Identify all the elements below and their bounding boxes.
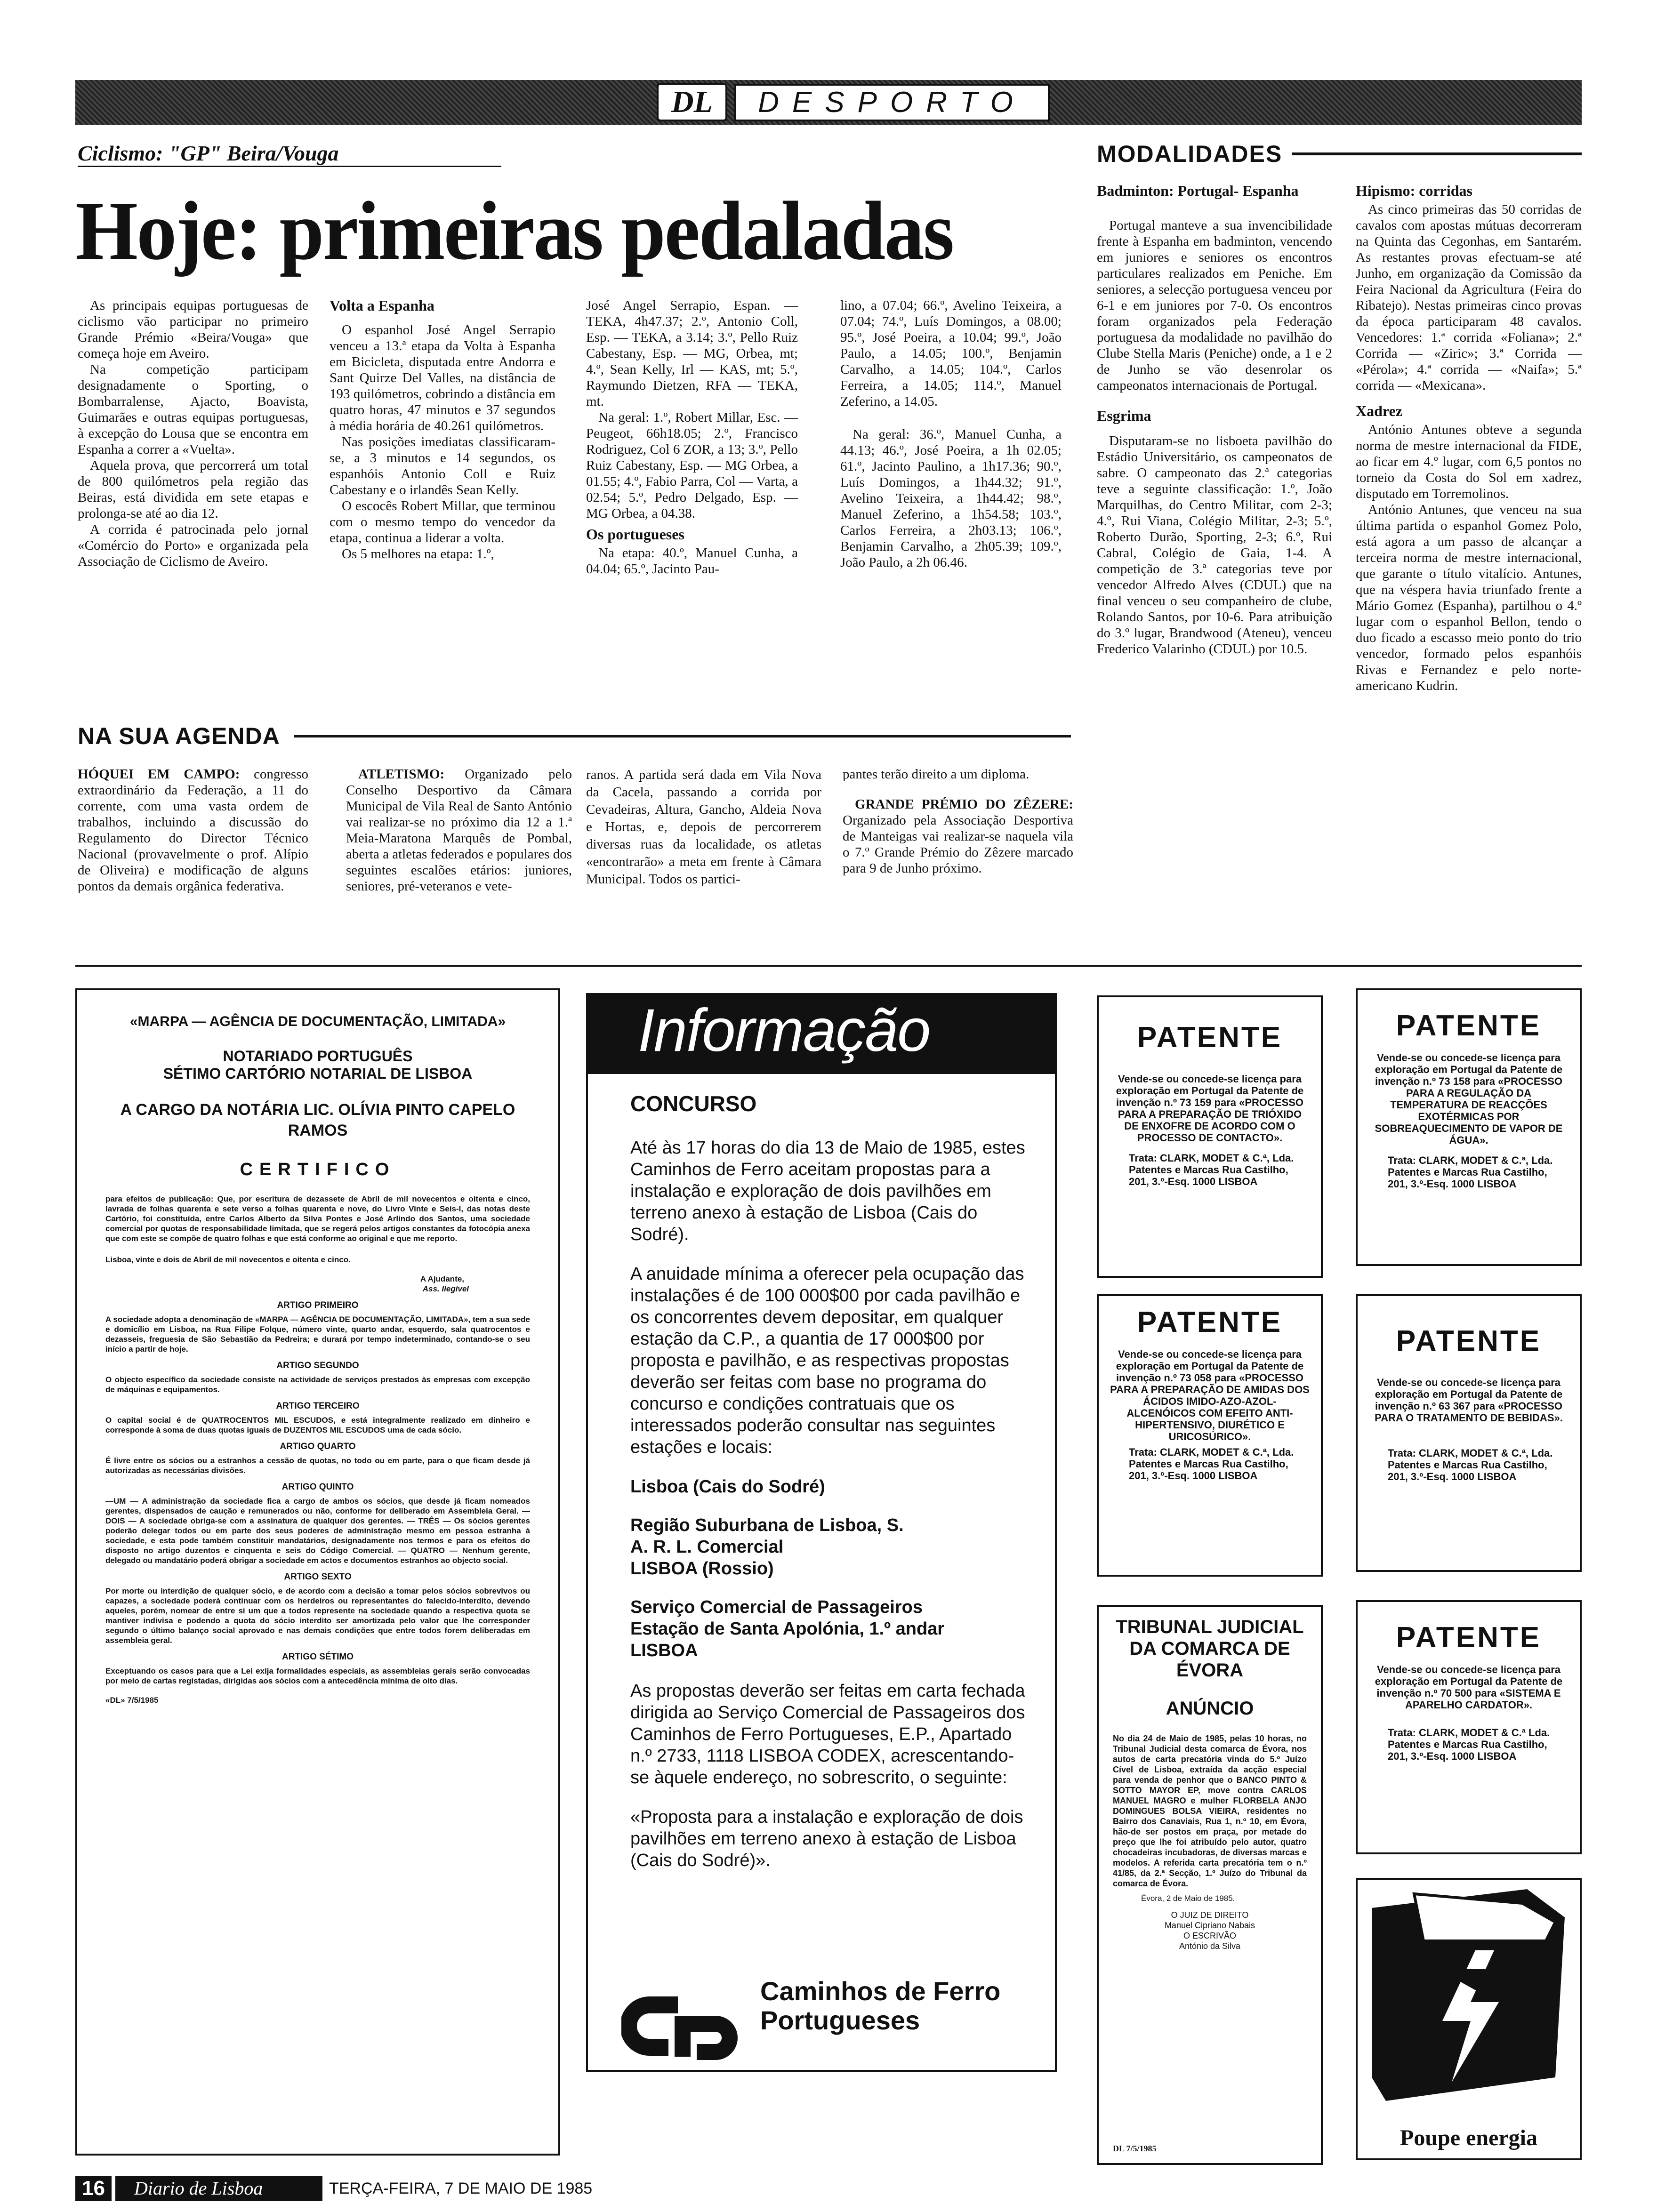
subheading: Esgrima [1097,407,1151,424]
company-name [760,1977,1000,2035]
modalidades-title [1097,140,1582,168]
title-rule [294,735,1071,737]
paragraph: Aquela prova, que percorrerá um total de 800 quilómetros pela região das Beiras, está dividida em sete etapas e prolonga-se até ao dia 12. [78,458,308,521]
paragraph: António Antunes obteve a segunda norma de mestre internacional da FIDE, ao ficar em 4.º lugar, com 6,5 pontos no torneio da Costa do Sol em xadrez, disputado em Torremolinos. [1356,422,1582,501]
notary-articles [105,1300,530,1686]
article-body: O capital social é de QUATROCENTOS MIL ESCUDOS, e está integralmente realizado em dinheiro e corresponde à soma de duas quotas iguais de DUZENTOS MIL ESCUDOS uma de cada sócio. [105,1416,530,1435]
signature-role: O JUIZ DE DIREITO [1171,1910,1249,1920]
article-body: —UM — A administração da sociedade fica a cargo de ambos os sócios, que desde já ficam nomeados gerentes, dispensados de caução e remunerados ou não, conforme for deliberado em Assembleia Geral. — DOIS — A sociedade obriga-se com a assinatura de qualquer dos gerentes. — TRÊS — Os sócios gerentes poderão delegar todos ou em parte dos seus poderes de administração mesmo em pessoa estranha à sociedade, e esta pode também constituir mandatários, designadamente nos termos e para os efeitos do disposto no artigo duzentos e cinquenta e seis do Código Comercial. — QUATRO — Nenhum gerente, delegado ou mandatário poderá obrigar a sociedade em actos e documentos estranhos ao objecto social. [105,1497,530,1565]
article-heading: ARTIGO PRIMEIRO [277,1300,359,1310]
issue-date: TERÇA-FEIRA, 7 DE MAIO DE 1985 [329,2179,593,2197]
paragraph: «Proposta para a instalação e exploração de dois pavilhões em terreno anexo à estação de Lisboa (Cais do Sodré)». [630,1807,1023,1870]
paper-name: Diario de Lisboa [115,2176,322,2201]
title-rule [1292,152,1582,155]
notary-ref: «DL» 7/5/1985 [105,1696,159,1705]
patent-contact: Trata: CLARK, MODET & C.ª, Lda. Patentes e Marcas Rua Castilho, 201, 3.º-Esq. 1000 LISBOA [1388,1154,1553,1190]
paragraph: Os 5 melhores na etapa: 1.º, [342,546,494,561]
modalidades-col-1 [1097,183,1332,657]
article-headline: Hoje: primeiras pedaladas [75,184,953,277]
location: Região Suburbana de Lisboa, S. A. R. L. Comercial [630,1515,904,1557]
subheading: Volta a Espanha [330,297,434,314]
paragraph: As cinco primeiras das 50 corridas de cavalos com apostas mútuas decorreram na Quinta das Cegonhas, em Santarém. As restantes provas efectuam-se até Junho, em organização da Comissão da Feira Nacional da Agricultura (Feira do Ribatejo). Nestas primeiras cinco provas da época participaram 48 cavalos. Vencedores: 1.ª corrida «Foliana»; 2.ª Corrida — «Ziric»; 3.ª Corrida — «Pérola»; 4.ª corrida — «Naifa»; 5.ª corrida — «Mexicana». [1356,202,1582,393]
paragraph: Até às 17 horas do dia 13 de Maio de 1985, estes Caminhos de Ferro aceitam propostas para a instalação e exploração de dois pavilhões em terreno anexo à estação de Lisboa (Cais do Sodré). [630,1138,1025,1244]
paragraph: As principais equipas portuguesas de ciclismo vão participar no primeiro Grande Prémio «Beira/Vouga» que começa hoje em Aveiro. [78,298,308,361]
paragraph: José Angel Serrapio, Espan. — TEKA, 4h47.37; 2.º, Antonio Coll, Esp. — TEKA, a 3.14; 3.º, Pello Ruiz Cabestany, Esp. — MG, Orbea, mt; 4.º, Sean Kelly, Irl — KAS, mt; 5.º, Raymundo Dietzen, RFA — TEKA, mt. [586,298,798,409]
notary-office2: SÉTIMO CARTÓRIO NOTARIAL DE LISBOA [163,1065,473,1082]
tribunal-title: TRIBUNAL JUDICIAL DA COMARCA DE ÉVORA [1116,1617,1304,1681]
signature-name: Manuel Cipriano Nabais [1164,1921,1255,1930]
paragraph: Na competição participam designadamente o Sporting, o Bombarralense, Ajacto, Boavista, Guimarães e outras equipas portuguesas, à excepção do Lousa que se encontra em Espanha a correr a «Vuelta». [78,362,308,457]
subheading: Xadrez [1356,402,1402,419]
modalidades-title-text: MODALIDADES [1097,141,1283,167]
patent-contact: Trata: CLARK, MODET & C.ª Lda. Patentes e Marcas Rua Castilho, 201, 3.º-Esq. 1000 LISBOA [1388,1727,1550,1762]
paragraph: pantes terão direito a um diploma. [843,767,1030,782]
paragraph [346,766,572,894]
subheading: Hipismo: corridas [1356,182,1472,199]
patent-notice [1356,1600,1582,1854]
company-line: Caminhos de Ferro [760,1976,1001,2006]
text: Organizado pela Associação Desportiva de Manteigas vai realizar-se naquela vila o 7.º Grande Prémio do Zêzere marcado para 9 de Junho próximo. [843,813,1073,876]
paragraph: lino, a 07.04; 66.º, Avelino Teixeira, a 07.04; 74.º, Luís Domingos, a 08.00; 95.º, José Poeira, a 10.04; 99.º, João Paulo, a 14.05; 100.º, Benjamin Carvalho, a 14.05; 104.º, Carlos Ferreira, a 14.05; 114.º, Manuel Zeferino, a 14.05. [840,298,1062,409]
patent-notice [1356,988,1582,1266]
paragraph [78,766,308,894]
notary-office1: NOTARIADO PORTUGUÊS [223,1048,413,1065]
paragraph: António Antunes, que venceu na sua última partida o espanhol Gomez Polo, está agora a um passo de alcançar a terceira norma de mestre internacional, que garante o título vitalício. Antunes, que na véspera havia triunfado frente a Mário Gomez (Espanha), partilhou o 4.º lugar com o espanhol Bellon, tendo o duo ficado a escasso meio ponto do trio vencedor, formado pelos espanhóis Rivas e Fernandez e pelo norte-americano Kudrin. [1356,502,1582,693]
article-heading: ARTIGO SEGUNDO [276,1361,359,1370]
divider [75,965,1582,967]
cp-logo [621,1996,753,2066]
article-kicker: Ciclismo: "GP" Beira/Vouga [78,141,501,167]
text: Organizado pelo Conselho Desportivo da Câmara Municipal de Vila Real de Santo António vai realizar-se no próximo dia 12 a 1.ª Meia-Maratona Marquês de Pombal, aberta a atletas federados e populares dos seguintes escalões etários: juniores, seniores, pré-veteranos e vete- [346,767,572,894]
notary-company: «MARPA — AGÊNCIA DE DOCUMENTAÇÃO, LIMITADA» [129,1014,506,1029]
energy-bolt-icon [1358,1880,1580,2115]
location: LISBOA (Rossio) [630,1559,774,1579]
patent-title: PATENTE [1137,1306,1283,1338]
patent-body: Vende-se ou concede-se licença para exploração em Portugal da Patente de invenção n.º 73 158 para «PROCESSO PARA A REGULAÇÃO DA TEMPERATURA DE REACÇÕES EXOTÉRMICAS POR SOBREAQUECIMENTO DE VAPOR DE ÁGUA». [1375,1052,1563,1146]
paragraph: Na geral: 36.º, Manuel Cunha, a 44.13; 46.º, José Poeira, a 1h 02.05; 61.º, Jacinto Paulino, a 1h17.36; 90.º, Luís Domingos, a 1h44.32; 91.º, Avelino Teixeira, a 1h44.42; 98.º, Manuel Zeferino, a 1h54.58; 103.º, Carlos Ferreira, a 2h03.13; 106.º, Benjamin Carvalho, a 2h05.39; 109.º, João Paulo, a 2h 06.46. [840,427,1062,570]
notary-signature: Ass. Ilegível [422,1284,469,1293]
agenda-title-text: NA SUA AGENDA [78,723,280,749]
paragraph: Disputaram-se no lisboeta pavilhão do Estádio Universitário, os campeonatos de sabre. O campeonato das 2.ª categorias teve a seguinte classificação: 1.º, João Marquilhas, do Centro Militar, com 2-3; 4.º, Rui Viana, Colégio Militar, 2-3; 5.º, Roberto Durão, Sporting, 2-3; 6.º, Rui Cabral, Colégio de Gaia, 1-4. A competição de 3.ª categorias teve por vencedor Alfredo Alves (CDUL) que na final venceu o seu companheiro de clube, Rolando Santos, por 10-6. Para atribuição do 3.º lugar, Brandwood (Ateneu), venceu Frederico Valarinho (CDUL) por 10.5. [1097,433,1332,657]
article-body: É livre entre os sócios ou a estranhos a cessão de quotas, no todo ou em parte, para o que ficam desde já autorizadas as necessárias divisões. [105,1456,530,1475]
section-title [734,84,1050,121]
footer [75,2174,734,2203]
paragraph: A corrida é patrocinada pelo jornal «Comércio do Porto» e organizada pela Associação de Ciclismo de Aveiro. [78,522,308,569]
patent-notice [1097,995,1323,1278]
paragraph: O espanhol José Angel Serrapio venceu a 13.ª etapa da Volta à Espanha em Bicicleta, disputada entre Andorra e Sant Quirze Del Valles, na distância de 193 quilómetros, cobrindo a distância em quatro horas, 47 minutos e 37 segundos à média horária de 40.261 quilómetros. [330,322,556,433]
agenda-col-1 [78,766,308,894]
cp-logo-icon [621,1996,753,2066]
label: ATLETISMO: [358,767,445,782]
patent-title: PATENTE [1137,1021,1283,1054]
article-heading: ARTIGO TERCEIRO [276,1401,360,1411]
patent-title: PATENTE [1396,1621,1542,1654]
page-number: 16 [75,2176,112,2201]
article-body: Por morte ou interdição de qualquer sócio, e de acordo com a decisão a tomar pelos sócios sobrevivos ou capazes, a sociedade poderá continuar com os herdeiros ou representantes do falecido-interdito, devendo aqueles, porém, nomear de entre si um que a todos represente na sociedade quando a respectiva quota se mantiver indivisa e podendo a quota do sócio interdito ser amortizada pelo valor que lhe corresponder segundo o último balanço social aprovado e nas demais condições que entre todos forem deliberadas em assembleia geral. [105,1587,530,1645]
article-col-1 [78,297,308,569]
agenda-col-4 [843,766,1073,876]
notary-charge: A CARGO DA NOTÁRIA LIC. OLÍVIA PINTO CAPELO RAMOS [120,1101,515,1139]
paragraph: ranos. A partida será dada em Vila Nova da Cacela, passando a corrida por Cevadeiras, Altura, Gancho, Aldeia Nova e Hortas, e, depois de percorrerem diversas ruas da localidade, os atletas «encontrarão» a meta em frente à Câmara Municipal. Todos os partici- [586,767,821,887]
article-body: A sociedade adopta a denominação de «MARPA — AGÊNCIA DE DOCUMENTAÇÃO, LIMITADA», tem a sua sede e domicílio em Lisboa, na Rua Filipe Folque, número vinte, quarto andar, esquerdo, sala quatrocentos e dezasseis, freguesia de São Sebastião da Pedreira; e durará por tempo indeterminado, contando-se o seu início a partir de hoje. [105,1315,530,1354]
signature-role: O ESCRIVÃO [1183,1931,1237,1940]
subheading: Os portugueses [586,526,684,543]
paragraph: A anuidade mínima a oferecer pela ocupação das instalações é de 100 000$00 por cada pavilhão e os concorrentes devem depositar, em qualquer estação da C.P., a quantia de 17 000$00 por proposta e pavilhão, e as respectivas propostas deverão ser feitas com base no programa do concurso e condições contratuais que os interessados poderão consultar nas seguintes estações e locais: [630,1264,1024,1457]
paper-logo: DL [657,83,727,121]
paragraph: Na geral: 1.º, Robert Millar, Esc. — Peugeot, 66h18.05; 2.º, Francisco Rodriguez, Col 6 ZOR, a 13; 3.º, Pello Ruiz Cabestany, Esp. — MG Orbea, a 01.55; 4.º, Fabio Parra, Col — Varta, a 02.54; 5.º, Pedro Delgado, Esp. — MG Orbea, a 04.38. [586,410,798,521]
subheading: Badminton: Portugal- Espanha [1097,182,1299,199]
info-notice [586,1074,1057,2072]
notary-intro: para efeitos de publicação: Que, por escritura de dezassete de Abril de mil novecentos e oitenta e cinco, lavrada de folhas quarenta e sete verso a folhas quarenta e nove, do Livro Vinte e Seis-I, das notas deste Cartório, foi constituída, entre Carlos Alberto da Silva Pontes e José Arlindo dos Santos, uma sociedade comercial por quotas de responsabilidade limitada, que se regerá pelos artigos constantes da fotocópia anexa que com este se compõe de quatro folhas e que está conforme ao original e que me reporto. [105,1194,530,1243]
notary-cert: CERTIFICO [240,1160,396,1179]
article-heading: ARTIGO SÉTIMO [282,1652,354,1662]
paragraph: As propostas deverão ser feitas em carta fechada dirigida ao Serviço Comercial de Passageiros dos Caminhos de Ferro Portugueses, E.P., Apartado n.º 2733, 1118 LISBOA CODEX, acrescentando-se àquele endereço, no sobrescrito, o seguinte: [630,1681,1025,1787]
energy-caption: Poupe energia [1400,2125,1537,2150]
agenda-col-2 [346,766,572,894]
patent-title: PATENTE [1396,1010,1542,1042]
tribunal-body: No dia 24 de Maio de 1985, pelas 10 horas, no Tribunal Judicial desta comarca de Évora, nos autos de carta precatória vinda do 5.º Juízo Cível de Lisboa, extraída da acção especial para venda de penhor que o BANCO PINTO & SOTTO MAYOR EP, move contra CARLOS MANUEL MAGRO e mulher FLORBELA ANJO DOMINGUES BOLSA VIEIRA, residentes no Bairro dos Canaviais, Rua 1, n.º 10, em Évora, hão-de ser postos em praça, por metade do preço que lhe foi atribuído pelo autor, quatro chocadeiras incubadoras, de diversas marcas e modelos. A referida carta precatória tem o n.º 41/85, da 2.ª Secção, 1.º Juízo do Tribunal da comarca de Évora. [1113,1734,1307,1888]
patent-body: Vende-se ou concede-se licença para exploração em Portugal da Patente de invenção n.º 63 367 para «PROCESSO PARA O TRATAMENTO DE BEBIDAS». [1375,1377,1563,1424]
tribunal-notice [1097,1605,1323,2165]
article-body: Exceptuando os casos para que a Lei exija formalidades especiais, as assembleias gerais serão convocadas por meio de cartas registadas, dirigidas aos sócios com a antecedência mínima de oito dias. [105,1667,530,1685]
agenda-title [78,722,1071,750]
notary-date: Lisboa, vinte e dois de Abril de mil novecentos e oitenta e cinco. [105,1255,351,1264]
section-title-text: DESPORTO [758,86,1026,119]
patent-body: Vende-se ou concede-se licença para exploração em Portugal da Patente de invenção n.º 70 500 para «SISTEMA E APARELHO CARDATOR». [1375,1664,1563,1711]
tribunal-date: Évora, 2 de Maio de 1985. [1141,1894,1235,1903]
label: HÓQUEI EM CAMPO: [78,767,240,782]
patent-notice [1097,1294,1323,1577]
notary-notice [75,988,560,2156]
location: Serviço Comercial de Passageiros Estação de Santa Apolónia, 1.º andar LISBOA [630,1597,945,1660]
label: GRANDE PRÉMIO DO ZÊZERE: [855,797,1073,812]
text: congresso extraordinário da Federação, a 11 do corrente, com uma vasta ordem de trabalhos, incluindo a discussão do Regulamento do Director Técnico Nacional (provavelmente o prof. Alípio de Oliveira) e modificação de alguns pontos da demais orgânica federativa. [78,767,308,894]
paragraph [843,796,1073,876]
patent-body: Vende-se ou concede-se licença para exploração em Portugal da Patente de invenção n.º 73 058 para «PROCESSO PARA A PREPARAÇÃO DE AMIDAS DOS ÁCIDOS IMIDO-AZO-AZOL-ALCENÓICOS COM EFEITO ANTI-HIPERTENSIVO, DIURÉTICO E URICOSÚRICO». [1110,1348,1310,1443]
paragraph: O escocês Robert Millar, que terminou com o mesmo tempo do vencedor da etapa, continua a liderar a volta. [330,498,555,545]
patent-contact: Trata: CLARK, MODET & C.ª, Lda. Patentes e Marcas Rua Castilho, 201, 3.º-Esq. 1000 LISBOA [1388,1447,1553,1483]
article-col-3 [586,297,798,577]
paragraph: Na etapa: 40.º, Manuel Cunha, a 04.04; 65.º, Jacinto Pau- [586,545,798,577]
info-banner: Informação [586,993,1057,1074]
tribunal-ref: DL 7/5/1985 [1113,2144,1157,2153]
patent-contact: Trata: CLARK, MODET & C.ª, Lda. Patentes e Marcas Rua Castilho, 201, 3.º-Esq. 1000 LISBOA [1129,1446,1294,1482]
notary-ajudante: A Ajudante, [420,1274,464,1283]
location: Lisboa (Cais do Sodré) [630,1477,825,1497]
modalidades-col-2 [1356,183,1582,694]
article-heading: ARTIGO SEXTO [284,1572,352,1582]
patent-title: PATENTE [1396,1325,1542,1357]
tribunal-sub: ANÚNCIO [1166,1698,1254,1719]
article-heading: ARTIGO QUARTO [280,1442,356,1451]
article-heading: ARTIGO QUINTO [282,1482,354,1492]
tribunal-signatures [1113,1910,1307,1951]
info-title: CONCURSO [630,1091,757,1116]
paragraph: Nas posições imediatas classificaram-se, a 3 minutos e 14 segundos, os espanhóis Antonio Coll e Ruiz Cabestany e o irlandês Sean Kelly. [330,434,555,497]
agenda-col-3 [586,766,821,888]
patent-contact: Trata: CLARK, MODET & C.ª, Lda. Patentes e Marcas Rua Castilho, 201, 3.º-Esq. 1000 LISBOA [1129,1152,1294,1187]
paragraph: Portugal manteve a sua invencibilidade frente à Espanha em badminton, vencendo em juniores e seniores os encontros particulares realizados em Peniche. Em seniores, a selecção portuguesa venceu por 6-1 e em juniores por 7-0. Os encontros foram organizados pela Federação portuguesa da modalidade no pavilhão do Clube Stella Maris (Peniche) onde, a 1 e 2 de Junho se vão desenrolar os campeonatos internacionais de Portugal. [1097,218,1332,393]
article-body: O objecto específico da sociedade consiste na actividade de serviços prestados às empresas com excepção de máquinas e equipamentos. [105,1375,530,1394]
patent-body: Vende-se ou concede-se licença para exploração em Portugal da Patente de invenção n.º 73 159 para «PROCESSO PARA A PREPARAÇÃO DE TRIÓXIDO DE ENXOFRE DE ACORDO COM O PROCESSO DE CONTACTO». [1116,1073,1304,1144]
company-line: Portugueses [760,2005,920,2035]
article-col-2 [330,297,555,562]
signature-name: António da Silva [1179,1941,1241,1951]
energy-ad [1356,1878,1582,2160]
patent-notice [1356,1294,1582,1572]
article-col-4 [840,297,1062,570]
